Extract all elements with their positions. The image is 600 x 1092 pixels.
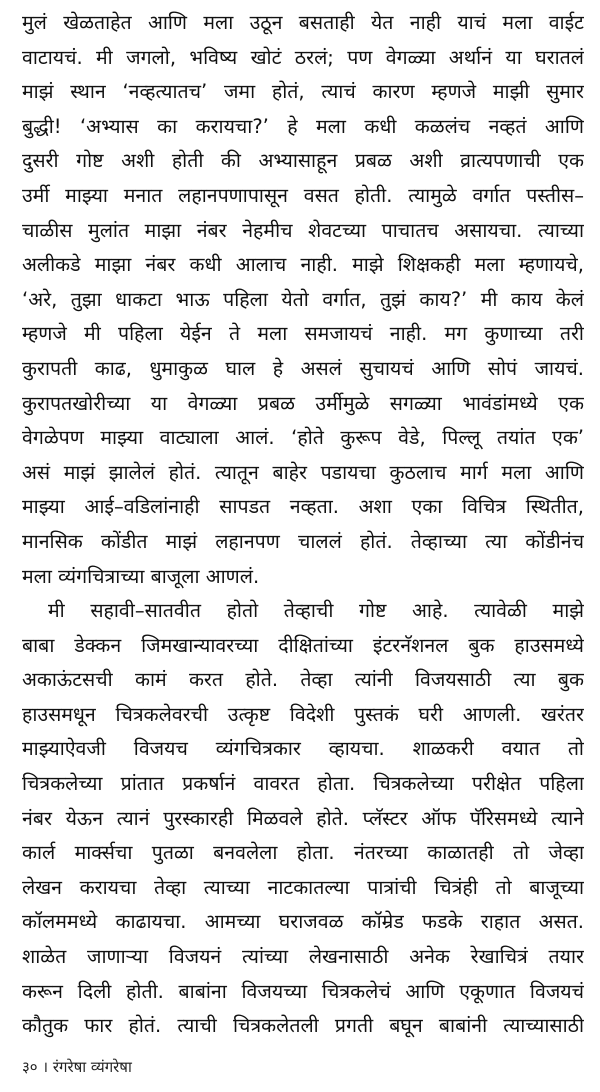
text-line: मुलं खेळताहेत आणि मला उठून बसताही येत नाही याचं मला वाईट (22, 11, 584, 34)
text-line: शाळेत जाणाऱ्या विजयनं त्यांच्या लेखनासाठी अनेक रेखाचित्रं तयार (22, 945, 584, 969)
text-line: करून दिली होती. बाबांना विजयच्या चित्रकलेचं आणि एकूणात विजयचं (22, 979, 584, 1003)
text-line: कार्ल मार्क्सचा पुतळा बनवलेला होता. नंतरच्या काळातही तो जेव्हा (22, 841, 584, 865)
paragraph-end-line: मला व्यंगचित्राच्या बाजूला आणलं. (22, 564, 260, 588)
text-line: नंबर येऊन त्यानं पुरस्कारही मिळवले होते. प्लॅस्टर ऑफ पॅरिसमध्ये त्याने (22, 806, 584, 830)
text-line: वेगळेपण माझ्या वाट्याला आलं. ‘होते कुरूप वेडे, पिल्लू तयांत एक’ (22, 426, 584, 450)
footer-separator: । (42, 1058, 49, 1076)
text-line: कौतुक फार होतं. त्याची चित्रकलेतली प्रगती बघून बाबांनी त्याच्यासाठी (22, 1014, 584, 1038)
page-body (22, 6, 584, 1046)
text-line: चाळीस मुलांत माझा नंबर नेहमीच शेवटच्या पाचातच असायचा. त्याच्या (22, 218, 584, 242)
text-line: माझ्याऐवजी विजयच व्यंगचित्रकार व्हायचा. शाळकरी वयात तो (22, 737, 584, 761)
text-line: कुरापती काढ, धुमाकुळ घाल हे असलं सुचायचं आणि सोपं जायचं. (22, 356, 584, 380)
text-line: अलीकडे माझा नंबर कधी आलाच नाही. माझे शिक्षकही मला म्हणायचे, (22, 253, 584, 277)
text-line: बुद्धी! ‘अभ्यास का करायचा?’ हे मला कधी कळलंच नव्हतं आणि (22, 114, 584, 138)
text-line: चित्रकलेच्या प्रांतात प्रकर्षानं वावरत होता. चित्रकलेच्या परीक्षेत पहिला (22, 772, 584, 796)
text-line: मानसिक कोंडीत माझं लहानपण चाललं होतं. तेव्हाच्या त्या कोंडीनंच (22, 529, 584, 553)
text-line: अकाऊंटसची कामं करत होते. तेव्हा त्यांनी विजयसाठी त्या बुक (22, 668, 584, 692)
page-footer (22, 1055, 132, 1079)
text-line: दुसरी गोष्ट अशी होती की अभ्यासाहून प्रबळ अशी व्रात्यपणाची एक (22, 149, 584, 173)
paragraph-start-line: मी सहावी–सातवीत होतो तेव्हाची गोष्ट आहे. त्यावेळी माझे (48, 599, 584, 623)
book-title: रंगरेषा व्यंगरेषा (52, 1058, 132, 1076)
page-number: ३० (22, 1058, 38, 1076)
text-line: कॉलममध्ये काढायचा. आमच्या घराजवळ कॉम्रेड फडके राहात असत. (22, 910, 584, 934)
text-line: हाउसमधून चित्रकलेवरची उत्कृष्ट विदेशी पुस्तकं घरी आणली. खरंतर (22, 702, 584, 726)
text-line: माझ्या आई–वडिलांनाही सापडत नव्हता. अशा एका विचित्र स्थितीत, (22, 495, 584, 519)
text-line: असं माझं झालेलं होतं. त्यातून बाहेर पडायचा कुठलाच मार्ग मला आणि (22, 460, 584, 484)
text-line: उर्मी माझ्या मनात लहानपणापासून वसत होती. त्यामुळे वर्गात पस्तीस– (22, 183, 584, 207)
text-line: माझं स्थान ‘नव्हत्यातच’ जमा होतं, त्याचं कारण म्हणजे माझी सुमार (22, 80, 584, 104)
text-line: बाबा डेक्कन जिमखान्यावरच्या दीक्षितांच्या इंटरनॅशनल बुक हाउसमध्ये (22, 633, 584, 657)
text-line: लेखन करायचा तेव्हा त्याच्या नाटकातल्या पात्रांची चित्रंही तो बाजूच्या (22, 875, 584, 899)
text-line: म्हणजे मी पहिला येईन ते मला समजायचं नाही. मग कुणाच्या तरी (22, 322, 584, 346)
text-line: कुरापतखोरीच्या या वेगळ्या प्रबळ उर्मीमुळे सगळ्या भावंडांमध्ये एक (22, 391, 584, 415)
text-line: ‘अरे, तुझा धाकटा भाऊ पहिला येतो वर्गात, तुझं काय?’ मी काय केलं (22, 287, 584, 311)
text-line: वाटायचं. मी जगलो, भविष्य खोटं ठरलं; पण वेगळ्या अर्थानं या घरातलं (22, 45, 584, 69)
